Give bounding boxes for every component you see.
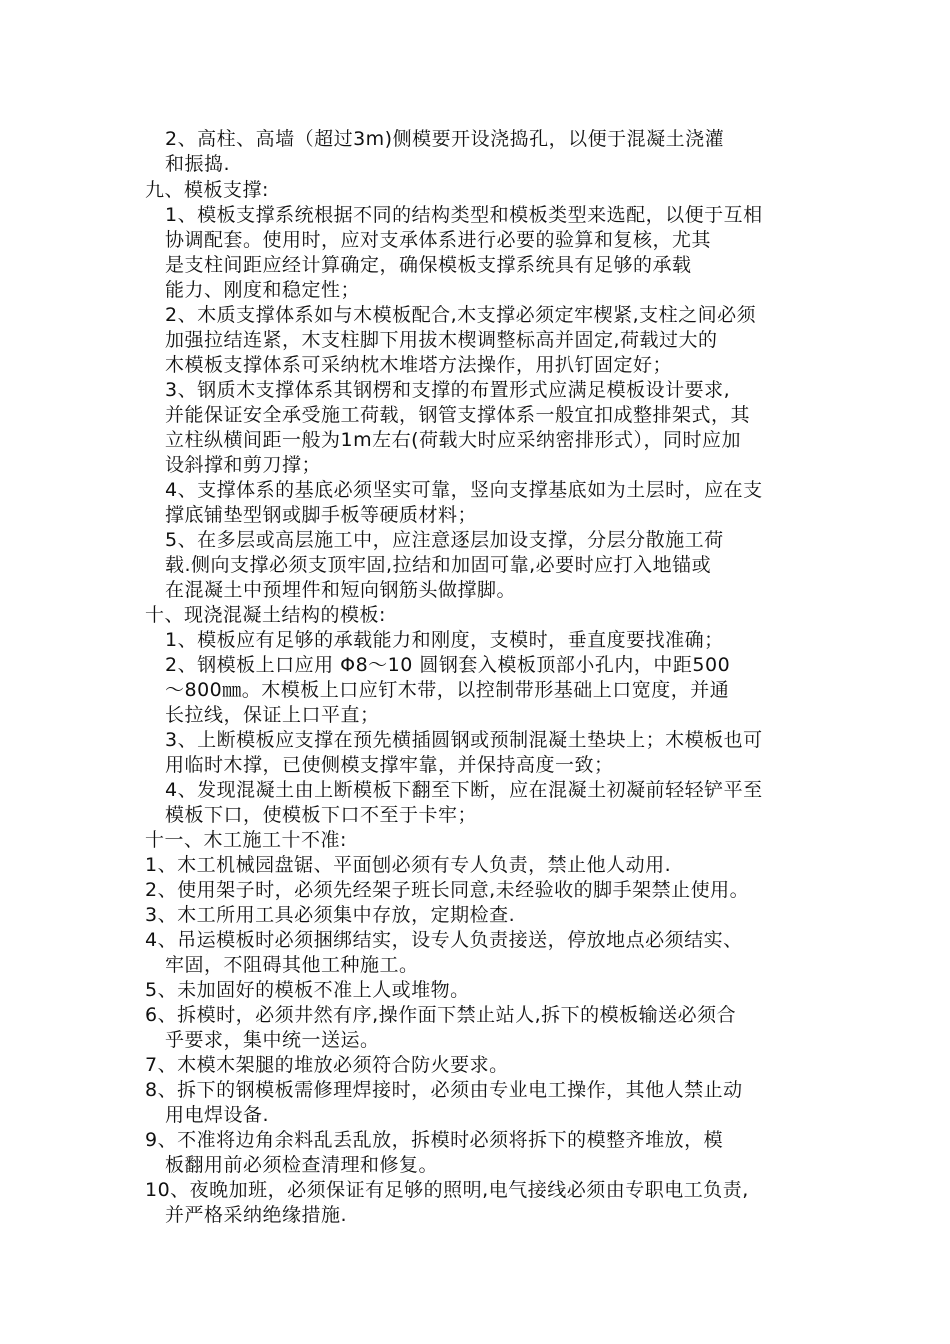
text-line: 1、模板应有足够的承载能力和刚度，支模时，垂直度要找准确； xyxy=(165,629,724,651)
text-line: 协调配套。使用时，应对支承体系进行必要的验算和复核，尤其 xyxy=(165,229,712,251)
text-line: 并能保证安全承受施工荷载，钢管支撑体系一般宜扣成整排架式，其 xyxy=(165,404,751,426)
text-line: 和振捣. xyxy=(165,153,231,175)
text-line: 2、钢模板上口应用 Φ8～10 圆钢套入模板顶部小孔内，中距500 xyxy=(165,654,731,676)
text-line: 用临时木撑，已使侧模支撑牢靠，并保持高度一致； xyxy=(165,754,614,776)
text-line: 撑底铺垫型钢或脚手板等硬质材料； xyxy=(165,504,478,526)
text-line: 牢固，不阻碍其他工种施工。 xyxy=(165,954,419,976)
text-line: 9、不准将边角余料乱丢乱放，拆模时必须将拆下的模整齐堆放，模 xyxy=(145,1129,724,1151)
text-line: 6、拆模时，必须井然有序,操作面下禁止站人,拆下的模板输送必须合 xyxy=(145,1004,737,1026)
text-line: 4、吊运模板时必须捆绑结实，设专人负责接送，停放地点必须结实、 xyxy=(145,929,743,951)
text-line: 4、支撑体系的基底必须坚实可靠，竖向支撑基底如为土层时，应在支 xyxy=(165,479,763,501)
text-line: 2、高柱、高墙（超过3m)侧模要开设浇捣孔，以便于混凝土浇灌 xyxy=(165,128,725,150)
text-line: 5、未加固好的模板不准上人或堆物。 xyxy=(145,979,470,1001)
text-line: 在混凝土中预埋件和短向钢筋头做撑脚。 xyxy=(165,579,517,601)
text-line: 加强拉结连紧，木支柱脚下用拔木楔调整标高并固定,荷载过大的 xyxy=(165,329,718,351)
text-line: 乎要求，集中统一送运。 xyxy=(165,1029,380,1051)
text-line: 2、使用架子时，必须先经架子班长同意,未经验收的脚手架禁止使用。 xyxy=(145,879,750,901)
text-line: 3、木工所用工具必须集中存放，定期检查. xyxy=(145,904,516,926)
text-line: 用电焊设备. xyxy=(165,1104,270,1126)
text-line: 4、发现混凝土由上断模板下翻至下断，应在混凝土初凝前轻轻铲平至 xyxy=(165,779,763,801)
text-line: 8、拆下的钢模板需修理焊接时，必须由专业电工操作，其他人禁止动 xyxy=(145,1079,743,1101)
text-line: 立柱纵横间距一般为1m左右(荷载大时应采纳密排形式），同时应加 xyxy=(165,429,742,451)
text-line: ～800㎜。木模板上口应钉木带，以控制带形基础上口宽度，并通 xyxy=(165,679,730,701)
text-line: 板翻用前必须检查清理和修复。 xyxy=(165,1154,439,1176)
text-line: 载.侧向支撑必须支顶牢固,拉结和加固可靠,必要时应打入地锚或 xyxy=(165,554,712,576)
section-heading: 十一、木工施工十不准: xyxy=(145,829,347,851)
text-line: 设斜撑和剪刀撑； xyxy=(165,454,322,476)
text-line: 模板下口，使模板下口不至于卡牢； xyxy=(165,804,478,826)
text-line: 2、木质支撑体系如与木模板配合,木支撑必须定牢楔紧,支柱之间必须 xyxy=(165,304,757,326)
text-line: 3、上断模板应支撑在预先横插圆钢或预制混凝土垫块上；木模板也可 xyxy=(165,729,763,751)
text-line: 3、钢质木支撑体系其钢楞和支撑的布置形式应满足模板设计要求, xyxy=(165,379,731,401)
text-line: 木模板支撑体系可采纳枕木堆塔方法操作，用扒钉固定好； xyxy=(165,354,673,376)
text-line: 7、木模木架腿的堆放必须符合防火要求。 xyxy=(145,1054,509,1076)
text-line: 5、在多层或高层施工中，应注意逐层加设支撑，分层分散施工荷 xyxy=(165,529,724,551)
text-line: 10、夜晚加班，必须保证有足够的照明,电气接线必须由专职电工负责, xyxy=(145,1179,749,1201)
text-line: 能力、刚度和稳定性； xyxy=(165,279,361,301)
text-line: 是支柱间距应经计算确定，确保模板支撑系统具有足够的承载 xyxy=(165,254,692,276)
section-heading: 十、现浇混凝土结构的模板: xyxy=(145,604,386,626)
text-line: 1、木工机械园盘锯、平面刨必须有专人负责，禁止他人动用. xyxy=(145,854,672,876)
text-line: 长拉线，保证上口平直； xyxy=(165,704,380,726)
section-heading: 九、模板支撑: xyxy=(145,179,269,201)
text-line: 并严格采纳绝缘措施. xyxy=(165,1204,348,1226)
text-line: 1、模板支撑系统根据不同的结构类型和模板类型来选配，以便于互相 xyxy=(165,204,763,226)
